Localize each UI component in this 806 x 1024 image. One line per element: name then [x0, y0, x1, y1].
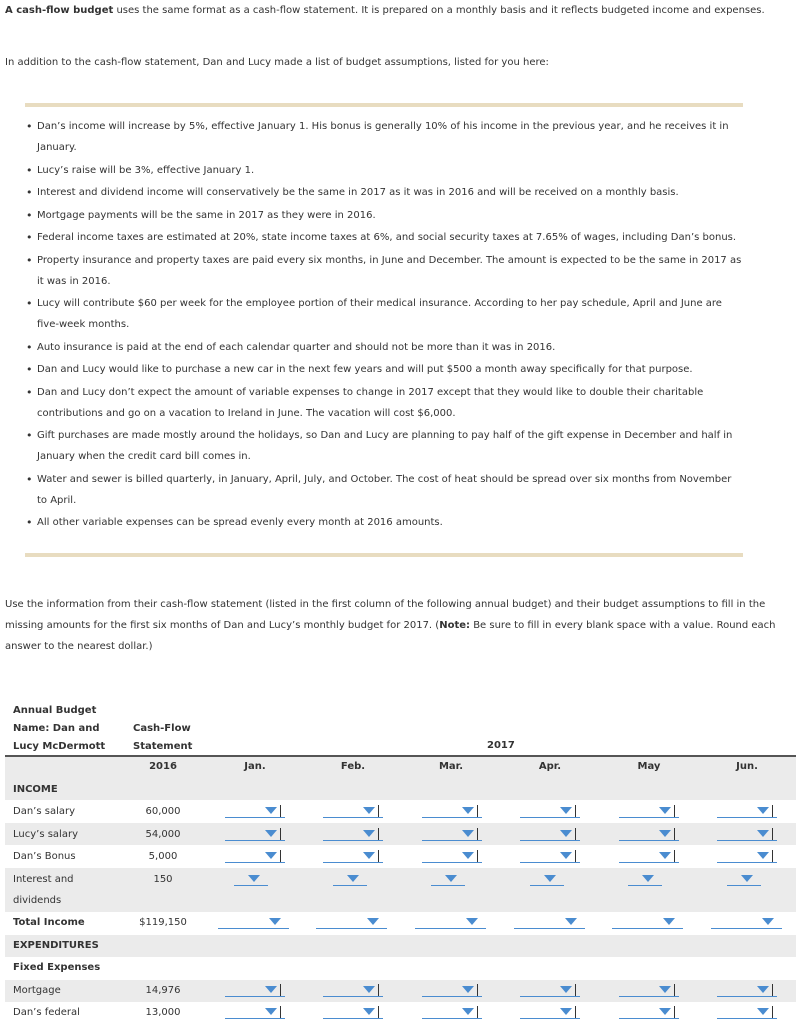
- may-dans-salary-dropdown[interactable]: [619, 803, 679, 818]
- apr-dans-salary-dropdown[interactable]: [520, 803, 580, 818]
- feb-lucys-salary-dropdown[interactable]: [323, 826, 383, 841]
- table-header-year: 2017: [487, 740, 515, 751]
- assumption-item: • Auto insurance is paid at the end of each calendar quarter and should not be more than it was in 2016.: [25, 337, 743, 358]
- row-label-dans-federal: Dan’s federal: [13, 1007, 80, 1018]
- column-header-row: [5, 757, 796, 778]
- jan-lucys-salary-dropdown[interactable]: [225, 826, 285, 841]
- jun-lucys-salary-dropdown[interactable]: [717, 826, 777, 841]
- intro-rest: uses the same format as a cash-flow statement. It is prepared on a monthly basis and it reflects budgeted income and expenses.: [113, 5, 765, 16]
- assumption-item: • Water and sewer is billed quarterly, in January, April, July, and October. The cost of heat should be spread over six months from November to April.: [25, 469, 743, 511]
- assumption-item: • Lucy’s raise will be 3%, effective January 1.: [25, 160, 743, 181]
- jun-interest-dropdown[interactable]: [727, 871, 761, 886]
- assumption-item: • Dan and Lucy don’t expect the amount of variable expenses to change in 2017 except that they would like to double their charitable contributions and go on a vacation to Ireland in June. The vacation will cost $6,000.: [25, 382, 743, 424]
- table-header-cashflow: Cash-Flow Statement: [133, 723, 193, 752]
- may-mortgage-dropdown[interactable]: [619, 982, 679, 997]
- row-label-dans-bonus: Dan’s Bonus: [13, 851, 76, 862]
- row-label-total-income: Total Income: [13, 917, 85, 928]
- mar-total-income-dropdown[interactable]: [415, 914, 486, 929]
- feb-mortgage-dropdown[interactable]: [323, 982, 383, 997]
- may-interest-dropdown[interactable]: [628, 871, 662, 886]
- apr-dans-federal-dropdown[interactable]: [520, 1004, 580, 1019]
- instructions-text1: Use the information from their cash-flow statement (listed in the first column of the following annual budget) and their budget assumptions to fill in the missing amounts for the first six months of Dan and Lucy’s monthly budget for 2017. (: [5, 599, 766, 631]
- jun-total-income-dropdown[interactable]: [711, 914, 782, 929]
- assumption-item: • Property insurance and property taxes are paid every six months, in June and December. The amount is expected to be the same in 2017 as it was in 2016.: [25, 250, 743, 292]
- feb-total-income-dropdown[interactable]: [316, 914, 387, 929]
- feb-dans-federal-dropdown[interactable]: [323, 1004, 383, 1019]
- col-feb: Feb.: [340, 761, 366, 772]
- apr-lucys-salary-dropdown[interactable]: [520, 826, 580, 841]
- value-2016: 150: [153, 874, 173, 885]
- col-mar: Mar.: [438, 761, 463, 772]
- apr-interest-dropdown[interactable]: [530, 871, 564, 886]
- jan-total-income-dropdown[interactable]: [218, 914, 289, 929]
- jun-mortgage-dropdown[interactable]: [717, 982, 777, 997]
- assumption-item: • Lucy will contribute $60 per week for the employee portion of their medical insurance. According to her pay schedule, April and June are five-week months.: [25, 293, 743, 335]
- instructions-text2: Be sure to fill in every blank space with a value. Round each answer to the nearest dollar.): [5, 620, 776, 652]
- jan-dans-federal-dropdown[interactable]: [225, 1004, 285, 1019]
- section-income: INCOME: [13, 784, 58, 795]
- jan-dans-bonus-dropdown[interactable]: [225, 848, 285, 863]
- table-header-name: Annual Budget Name: Dan and Lucy McDermott: [13, 705, 106, 752]
- mar-mortgage-dropdown[interactable]: [422, 982, 482, 997]
- apr-dans-bonus-dropdown[interactable]: [520, 848, 580, 863]
- may-dans-federal-dropdown[interactable]: [619, 1004, 679, 1019]
- mar-dans-bonus-dropdown[interactable]: [422, 848, 482, 863]
- assumptions-intro: In addition to the cash-flow statement, Dan and Lucy made a list of budget assumptions, listed for you here:: [5, 57, 549, 68]
- feb-dans-bonus-dropdown[interactable]: [323, 848, 383, 863]
- feb-interest-dropdown[interactable]: [333, 871, 367, 886]
- jun-dans-bonus-dropdown[interactable]: [717, 848, 777, 863]
- value-2016: 54,000: [145, 829, 181, 840]
- apr-total-income-dropdown[interactable]: [514, 914, 585, 929]
- feb-dans-salary-dropdown[interactable]: [323, 803, 383, 818]
- jan-mortgage-dropdown[interactable]: [225, 982, 285, 997]
- jan-interest-dropdown[interactable]: [234, 871, 268, 886]
- row-band: [5, 868, 796, 912]
- jun-dans-salary-dropdown[interactable]: [717, 803, 777, 818]
- assumption-item: • Gift purchases are made mostly around the holidays, so Dan and Lucy are planning to pay half of the gift expense in December and half in January when the credit card bill comes in.: [25, 425, 743, 467]
- assumption-item: • Interest and dividend income will conservatively be the same in 2017 as it was in 2016 and will be received on a monthly basis.: [25, 182, 743, 203]
- col-apr: Apr.: [538, 761, 562, 772]
- value-2016: 13,000: [145, 1007, 181, 1018]
- assumptions-box: [25, 103, 743, 557]
- instructions-note: Note:: [439, 620, 471, 631]
- mar-dans-salary-dropdown[interactable]: [422, 803, 482, 818]
- assumption-item: • Federal income taxes are estimated at 20%, state income taxes at 6%, and social security taxes at 7.65% of wages, including Dan’s bonus.: [25, 227, 743, 248]
- apr-mortgage-dropdown[interactable]: [520, 982, 580, 997]
- assumption-item: • All other variable expenses can be spread evenly every month at 2016 amounts.: [25, 512, 743, 533]
- section-fixed-expenses: Fixed Expenses: [13, 962, 101, 973]
- row-label-dans-salary: Dan’s salary: [13, 806, 76, 817]
- may-dans-bonus-dropdown[interactable]: [619, 848, 679, 863]
- row-label-lucys-salary: Lucy’s salary: [13, 829, 78, 840]
- col-2016: 2016: [149, 761, 177, 772]
- jan-dans-salary-dropdown[interactable]: [225, 803, 285, 818]
- intro-paragraph: [5, 0, 795, 21]
- col-jan: Jan.: [244, 761, 266, 772]
- value-2016: 5,000: [148, 851, 178, 862]
- row-label-interest: Interest and dividends: [13, 874, 74, 906]
- row-band: [5, 935, 796, 957]
- may-total-income-dropdown[interactable]: [612, 914, 683, 929]
- col-may: May: [637, 761, 661, 772]
- row-band: [5, 778, 796, 800]
- assumptions-list: [25, 116, 743, 535]
- may-lucys-salary-dropdown[interactable]: [619, 826, 679, 841]
- assumption-item: • Dan’s income will increase by 5%, effective January 1. His bonus is generally 10% of his income in the previous year, and he receives it in January.: [25, 116, 743, 158]
- jun-dans-federal-dropdown[interactable]: [717, 1004, 777, 1019]
- value-2016: 14,976: [145, 985, 181, 996]
- intro-lead: A cash-flow budget: [5, 5, 114, 16]
- value-2016: $119,150: [139, 917, 187, 928]
- row-label-mortgage: Mortgage: [13, 985, 61, 996]
- instructions: [5, 594, 795, 657]
- assumption-item: • Dan and Lucy would like to purchase a new car in the next few years and will put $500 a month away specifically for that purpose.: [25, 359, 743, 380]
- assumption-item: • Mortgage payments will be the same in 2017 as they were in 2016.: [25, 205, 743, 226]
- mar-interest-dropdown[interactable]: [431, 871, 465, 886]
- section-expenditures: EXPENDITURES: [13, 940, 99, 951]
- mar-dans-federal-dropdown[interactable]: [422, 1004, 482, 1019]
- value-2016: 60,000: [145, 806, 181, 817]
- mar-lucys-salary-dropdown[interactable]: [422, 826, 482, 841]
- col-jun: Jun.: [736, 761, 758, 772]
